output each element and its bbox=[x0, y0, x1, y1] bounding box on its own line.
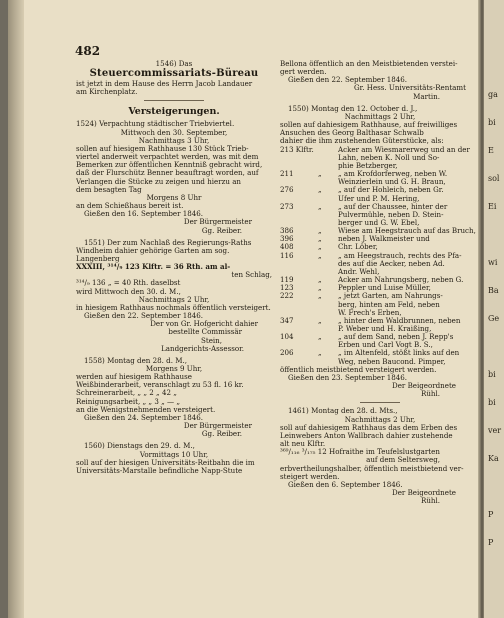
text-line: Nachmittags 2 Uhr, bbox=[344, 112, 416, 121]
adjacent-page-fragment: bi bbox=[488, 398, 496, 407]
land-parcel-row bbox=[280, 219, 480, 227]
land-parcel-row bbox=[280, 227, 480, 235]
text-line: in hiesigem Rathhaus nochmals öffentlich versteigert. bbox=[76, 303, 271, 312]
text-line: soll auf der hiesigen Universitäts-Reitbahn die im bbox=[76, 458, 255, 467]
text-line: Leinwebers Anton Wallbrach dahier zustehende bbox=[280, 431, 453, 440]
parcel-description: „ hinter dem Waldbrunnen, neben bbox=[338, 316, 461, 325]
land-parcel-row bbox=[280, 309, 480, 317]
land-parcel-row bbox=[280, 162, 480, 170]
parcel-unit bbox=[318, 260, 338, 268]
dateline: Gießen den 6. September 1846. bbox=[288, 480, 403, 489]
text-line: Morgens 8 Uhr bbox=[146, 193, 202, 202]
land-parcel-row bbox=[280, 260, 480, 268]
parcel-description: „ auf dem Sand, neben J. Repp's bbox=[338, 333, 454, 342]
land-parcel-row bbox=[280, 178, 480, 186]
parcel-unit bbox=[318, 301, 338, 309]
land-parcel-row bbox=[280, 243, 480, 251]
parcel-description: Weinzierlein und G. H. Braun, bbox=[338, 178, 446, 187]
parcel-unit: „ bbox=[318, 242, 322, 252]
dateline: Gießen den 23. September 1846. bbox=[288, 373, 408, 382]
parcel-unit: „ bbox=[318, 315, 322, 325]
text-line: soll auf dahiesigem Rathhaus das dem Erben des bbox=[280, 423, 458, 432]
text-line: Universitäts-Marstalle befindliche Napp-Stute bbox=[76, 466, 243, 475]
text-line: Verlangen die Stücke zu zeigen und hierzu an bbox=[76, 177, 242, 186]
text-line: Morgens 9 Uhr, bbox=[145, 365, 203, 373]
page-number: 482 bbox=[75, 44, 101, 58]
signature-title: Gr. Hess. Universitäts-Rentamt bbox=[353, 84, 466, 93]
text-line: Mittwoch den 30. September, bbox=[120, 128, 228, 137]
parcel-description: Chr. Löber, bbox=[338, 243, 378, 252]
parcel-size: 119 bbox=[280, 275, 294, 285]
text-line: steigert werden. bbox=[280, 472, 340, 481]
parcel-unit bbox=[318, 154, 338, 162]
parcel-description: Ufer und P. M. Hering, bbox=[338, 194, 420, 203]
parcel-description: Wiese am Heegstrauch auf das Bruch, bbox=[338, 227, 476, 236]
parcel-description: „ jetzt Garten, am Nahrungs- bbox=[338, 292, 443, 301]
parcel-description: Weg, neben Baucond. Pimper, bbox=[338, 357, 446, 366]
parcel-description: berger und G. W. Ebel, bbox=[338, 218, 420, 227]
parcel-size bbox=[280, 211, 318, 219]
parcel-size: 396 bbox=[280, 234, 294, 244]
adjacent-page-fragment: E bbox=[488, 146, 494, 155]
parcel-size: 347 bbox=[280, 315, 294, 325]
parcel-unit: „ bbox=[318, 201, 322, 211]
parcel-size: 213 Klftr. bbox=[280, 144, 314, 154]
parcel-description: Lahn, neben K. Noll und So- bbox=[338, 153, 440, 162]
text-line: wird Mittwoch den 30. d. M., bbox=[76, 287, 181, 296]
text-line: dem besagten Tag bbox=[76, 185, 142, 194]
dateline: Gießen den 16. September 1846. bbox=[84, 210, 204, 219]
land-parcel-row bbox=[280, 203, 480, 211]
signature-name: Gg. Reiber. bbox=[201, 226, 242, 235]
parcel-unit: „ bbox=[318, 226, 322, 236]
land-parcel-row bbox=[280, 325, 480, 333]
parcel-size: 116 bbox=[280, 250, 294, 260]
parcel-unit bbox=[318, 358, 338, 366]
parcel-size bbox=[280, 260, 318, 268]
parcel-description: Acker am Wiesmarerweg und an der bbox=[338, 145, 470, 154]
text-line: an dem Schießhaus bereit ist. bbox=[76, 202, 184, 211]
adjacent-page-fragment: Ge bbox=[488, 314, 500, 323]
adjacent-page-fragment: wi bbox=[488, 258, 498, 267]
signature-title: bestellte Commissär bbox=[168, 328, 242, 337]
parcel-description: „ auf der Hohleich, neben Gr. bbox=[338, 186, 444, 195]
signature-title: Landgerichts-Assessor. bbox=[161, 344, 244, 353]
text-line: auf dem Seltersweg, bbox=[366, 456, 440, 465]
signature-title: Der Bürgermeister bbox=[183, 218, 252, 227]
parcel-size bbox=[280, 358, 318, 366]
land-parcel-row bbox=[280, 268, 480, 276]
parcel-description: „ am Heegstrauch, rechts des Pfa- bbox=[338, 251, 462, 260]
land-parcel-row bbox=[280, 186, 480, 194]
divider bbox=[144, 100, 204, 101]
signature-title: Der Beigeordnete bbox=[392, 382, 456, 391]
signature-name: Rühl. bbox=[420, 497, 440, 506]
text-line: an die Wenigstnehmenden versteigert. bbox=[76, 405, 216, 414]
parcel-size: 206 bbox=[280, 348, 294, 358]
parcel-line: XXXIII, ³¹⁴/₉ 123 Klftr. = 36 Rth. am al- bbox=[76, 263, 231, 272]
parcel-unit bbox=[318, 211, 338, 219]
parcel-description: Peppler und Luise Müller, bbox=[338, 284, 431, 293]
signature-title: Der Beigeordnete bbox=[392, 488, 456, 497]
parcel-unit: „ bbox=[318, 185, 322, 195]
notice-1550-number: 1550) Montag den 12. October d. J., bbox=[288, 104, 418, 113]
parcel-line: ³⁶⁹/₁₁₆ ³/₁₇₅ 12 Hofraithe im Teufelslustgarten bbox=[280, 448, 440, 457]
adjacent-page-fragment: P bbox=[488, 538, 494, 547]
notice-1461-number: 1461) Montag den 28. d. Mts., bbox=[288, 407, 398, 416]
text-line: sollen auf hiesigem Rathhause 130 Stück Trieb- bbox=[76, 144, 249, 153]
newspaper-page bbox=[8, 0, 484, 618]
dateline: Gießen den 22. September 1846. bbox=[84, 312, 204, 321]
parcel-unit: „ bbox=[318, 234, 322, 244]
adjacent-page-fragment: Ei bbox=[488, 202, 497, 211]
land-parcel-row bbox=[280, 292, 480, 300]
parcel-description: berg, hinten am Feld, neben bbox=[338, 300, 440, 309]
land-parcel-row bbox=[280, 146, 480, 154]
land-parcel-row bbox=[280, 195, 480, 203]
signature-name: Rühl. bbox=[420, 390, 440, 399]
adjacent-page-fragment: bi bbox=[488, 370, 496, 379]
notice-1546-number: 1546) Das bbox=[155, 60, 193, 68]
land-parcel-row bbox=[280, 284, 480, 292]
parcel-size: 104 bbox=[280, 332, 294, 342]
adjacent-page-fragment: P bbox=[488, 510, 494, 519]
text-line: Bellona öffentlich an den Meistbietenden verstei- bbox=[280, 60, 458, 68]
parcel-unit bbox=[318, 146, 338, 154]
text-line: Nachmittags 2 Uhr, bbox=[138, 295, 210, 304]
adjacent-page-fragment: ga bbox=[488, 90, 498, 99]
notice-1546-heading: Steuercommissariats-Büreau bbox=[89, 68, 259, 80]
notice-1558-number: 1558) Montag den 28. d. M., bbox=[84, 356, 187, 365]
parcel-size bbox=[280, 301, 318, 309]
adjacent-page-fragment: ver bbox=[488, 426, 502, 435]
parcel-description: Pulvermühle, neben D. Stein- bbox=[338, 210, 444, 219]
land-parcel-row bbox=[280, 333, 480, 341]
land-parcel-row bbox=[280, 211, 480, 219]
notice-1560-number: 1560) Dienstags den 29. d. M., bbox=[84, 442, 195, 451]
parcel-size: 273 bbox=[280, 201, 294, 211]
parcel-unit: „ bbox=[318, 169, 322, 179]
land-parcel-row bbox=[280, 301, 480, 309]
text-line: viertel anderweit verpachtet werden, was mit dem bbox=[76, 153, 259, 162]
signature-title: Der von Gr. Hofgericht dahier bbox=[150, 320, 258, 329]
parcel-description: Erben und Carl Vogt B. S., bbox=[338, 341, 433, 350]
cost-line: Reinigungsarbeit, „ „ 3 „ — „ bbox=[76, 397, 181, 406]
text-line: Nachmittags 2 Uhr, bbox=[344, 415, 416, 424]
parcel-description: phie Betzberger, bbox=[338, 161, 398, 170]
signature-title: Der Bürgermeister bbox=[183, 422, 252, 431]
text-line: sollen auf dahiesigem Rathhause, auf freiwilliges bbox=[280, 121, 458, 130]
parcel-unit: „ bbox=[318, 332, 322, 342]
divider bbox=[360, 402, 400, 403]
text-line: Windheim dahier gehörige Garten am sog. bbox=[76, 246, 230, 255]
parcel-description: W. Frech's Erben, bbox=[338, 308, 402, 317]
land-parcel-row bbox=[280, 317, 480, 325]
parcel-size: 222 bbox=[280, 291, 294, 301]
parcel-description: „ auf der Chaussee, hinter der bbox=[338, 202, 448, 211]
parcel-line: ³¹⁴/₉ 136 „ = 40 Rth. daselbst bbox=[76, 279, 181, 288]
signature-name: Martin. bbox=[413, 92, 440, 101]
adjacent-page-fragment: Ka bbox=[488, 454, 499, 463]
text-line: Vormittags 10 Uhr, bbox=[139, 450, 209, 459]
land-parcel-row bbox=[280, 276, 480, 284]
parcel-size: 276 bbox=[280, 185, 294, 195]
land-parcel-row bbox=[280, 170, 480, 178]
signature-name: Gg. Reiber. bbox=[201, 430, 242, 439]
parcel-unit: „ bbox=[318, 283, 322, 293]
parcel-description: P. Weber und H. Kraißing, bbox=[338, 325, 432, 333]
cost-line: Schreinerarbeit, „ „ 2 „ 42 „ bbox=[76, 389, 177, 398]
parcel-description: Andr. Wehl, bbox=[338, 267, 380, 276]
land-parcel-row bbox=[280, 349, 480, 357]
land-parcel-row bbox=[280, 235, 480, 243]
parcel-description: des auf die Aecker, neben Ad. bbox=[338, 259, 445, 268]
land-parcel-row bbox=[280, 358, 480, 366]
notice-1524-title: 1524) Verpachtung städtischer Triebviertel. bbox=[76, 120, 235, 129]
dateline: Gießen den 22. September 1846. bbox=[288, 76, 408, 85]
text-line: dahier die ihm zustehenden Güterstücke, als: bbox=[280, 137, 444, 146]
parcel-unit: „ bbox=[318, 275, 322, 285]
text-line: ist jetzt in dem Hause des Herrn Jacob Landauer bbox=[76, 80, 253, 89]
land-parcel-row bbox=[280, 341, 480, 349]
adjacent-page-edge bbox=[484, 0, 504, 618]
parcel-unit: „ bbox=[318, 291, 322, 301]
text-line: daß der Flurschütz Benner beauftragt worden, auf bbox=[76, 169, 259, 178]
parcel-size: 408 bbox=[280, 242, 294, 252]
parcel-size: 386 bbox=[280, 226, 294, 236]
text-line: Ansuchen des Georg Balthasar Schwalb bbox=[280, 129, 424, 138]
text-line: gert werden. bbox=[280, 68, 327, 77]
text-line: am Kirchenplatz. bbox=[76, 88, 138, 97]
text-line: ten Schlag, bbox=[231, 271, 272, 280]
land-parcel-list bbox=[280, 146, 480, 366]
cost-line: Weißbinderarbeit, veranschlagt zu 53 fl. 16 kr. bbox=[76, 381, 244, 390]
parcel-description: „ am Krofdorferweg, neben W. bbox=[338, 170, 448, 179]
parcel-size: 123 bbox=[280, 283, 294, 293]
parcel-description: neben J. Walkmeister und bbox=[338, 235, 430, 244]
parcel-description: Acker am Nahrungsberg, neben G. bbox=[338, 276, 464, 285]
text-line: Langenberg bbox=[76, 254, 120, 263]
parcel-size bbox=[280, 154, 318, 162]
signature-name: Stein, bbox=[200, 336, 222, 345]
parcel-description: „ im Altenfeld, stößt links auf den bbox=[338, 349, 460, 358]
adjacent-page-fragment: sol bbox=[488, 174, 500, 183]
land-parcel-row bbox=[280, 252, 480, 260]
text-line: Bemerken zur öffentlichen Kenntniß gebracht wird, bbox=[76, 161, 263, 170]
text-line: erbvertheilungshalber, öffentlich meistbietend ver- bbox=[280, 464, 464, 473]
parcel-unit: „ bbox=[318, 250, 322, 260]
parcel-size: 211 bbox=[280, 169, 294, 179]
text-line: alt neu Klftr. bbox=[280, 440, 326, 449]
text-line: öffentlich meistbietend versteigert werden. bbox=[280, 365, 437, 374]
dateline: Gießen den 24. September 1846. bbox=[84, 413, 204, 422]
land-parcel-row bbox=[280, 154, 480, 162]
section-heading-versteigerungen: Versteigerungen. bbox=[128, 106, 220, 118]
adjacent-page-fragment: bi bbox=[488, 118, 496, 127]
notice-1551-number: 1551) Der zum Nachlaß des Regierungs-Raths bbox=[84, 238, 252, 247]
text-line: werden auf hiesigem Rathhause bbox=[76, 373, 192, 382]
page-gutter bbox=[8, 0, 24, 618]
left-column bbox=[76, 48, 272, 475]
parcel-unit: „ bbox=[318, 348, 322, 358]
right-column bbox=[280, 48, 480, 505]
adjacent-page-fragment: Ba bbox=[488, 286, 499, 295]
text-line: Nachmittags 3 Uhr, bbox=[138, 136, 210, 145]
